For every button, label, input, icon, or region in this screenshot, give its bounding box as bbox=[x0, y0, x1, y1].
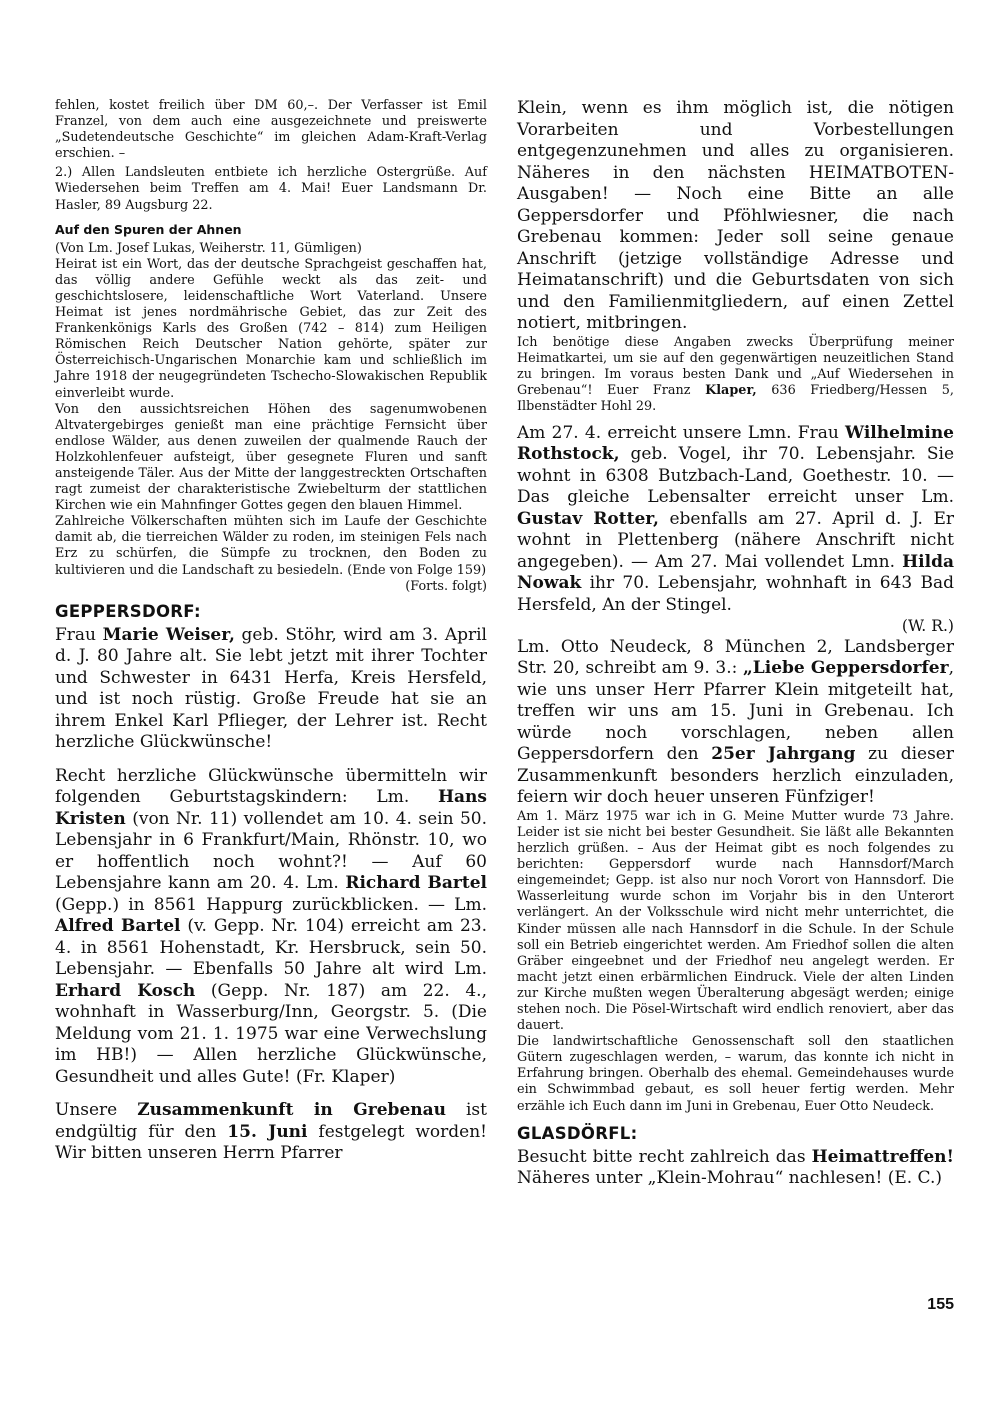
continuation-note: (Forts. folgt) bbox=[405, 578, 487, 594]
article-title: Auf den Spuren der Ahnen bbox=[55, 221, 242, 237]
birthday-paragraph: Recht herzliche Glückwünsche übermitteln wir folgenden Geburtstagskindern: Lm. Hans Kristen (von Nr. 11) vollendet am 10. 4. sein 50. Lebensjahr in 6 Frankfurt/Main, Rhönstr. 10, wo er hoffentlich noch wohnt?! — Auf 60 Lebensjahre kann am 20. 4. Lm. Richard Bartel (Gepp.) in 8561 Happurg zurückblicken. — Lm. Alfred Bartel (v. Gepp. Nr. 104) erreicht am 23. 4. in 8561 Hohenstadt, Kr. Hersbruck, sein 50. Lebensjahr. — Ebenfalls 50 Jahre alt wird Lm. Erhard Kosch (Gepp. Nr. 187) am 22. 4., wohnhaft in Wasserburg/Inn, Georgstr. 5. (Die Meldung vom 21. 1. 1975 war eine Verwechslung im HB!) — Allen herzliche Glückwünsche, Gesundheit und alles Gute! (Fr. Klaper) bbox=[55, 765, 487, 1087]
person-name: Gustav Rotter, bbox=[517, 508, 659, 529]
author-initials: (W. R.) bbox=[901, 617, 954, 636]
left-column bbox=[55, 98, 487, 1165]
person-name: Richard Bartel bbox=[345, 873, 487, 894]
article-author: (Von Lm. Josef Lukas, Weiherstr. 11, Gümligen) bbox=[55, 240, 362, 256]
person-name: Hans Kristen bbox=[55, 787, 487, 829]
person-name: Erhard Kosch bbox=[55, 980, 196, 1001]
person-name: Hilda Nowak bbox=[517, 551, 954, 594]
section-heading-glasdoerfl: GLASDÖRFL: bbox=[517, 1123, 638, 1143]
person-name: Alfred Bartel bbox=[55, 916, 181, 937]
meeting-paragraph: Unsere Zusammenkunft in Grebenau ist endgültig für den 15. Juni festgelegt worden! Wir bitten unseren Herrn Pfarrer bbox=[55, 1100, 488, 1164]
intro-paragraph: fehlen, kostet freilich über DM 60,–. Der Verfasser ist Emil Franzel, von dem auch eine ausgezeichnete und preiswerte „Sudetendeutsche Geschichte“ im gleichen Adam-Kraft-Verlag erschien. – bbox=[55, 98, 487, 162]
page-number: 155 bbox=[927, 1296, 954, 1313]
letter-report-paragraph: Die landwirtschaftliche Genossenschaft soll den staatlichen Gütern zugeschlagen werden, – warum, das konnte ich nicht in Erfahrung bringen. Oberhalb des ehemal. Gemeindehauses wurde ein Schwimmbad gebaut, es soll heuer fertig werden. Mehr erzähle ich Euch dann im Juni in Grebenau, Euer Otto Neudeck. bbox=[517, 1034, 954, 1114]
section-heading-geppersdorf: GEPPERSDORF: bbox=[55, 601, 201, 621]
right-column bbox=[517, 98, 954, 1190]
article-paragraph: Von den aussichtsreichen Höhen des sagenumwobenen Altvatergebirges genießt man eine prächtige Fernsicht über endlose Wälder, aus denen zuweilen der qualmende Rauch der Holzkohlenfeuer aufsteigt, über gesegnete Fluren und sanft ansteigende Täler. Aus der Mitte der langgestreckten Ortschaften ragt zumeist der charakteristische Zwiebelturm der stattlichen Kirchen wie ein Mahnfinger Gottes gegen den blauen Himmel. bbox=[55, 401, 487, 514]
letter-paragraph: Lm. Otto Neudeck, 8 München 2, Landsberger Str. 20, schreibt am 9. 3.: „Liebe Geppersdorfer, wie uns unser Herr Pfarrer Klein mitgeteilt hat, treffen wir uns am 15. Juni in Grebenau. Ich würde noch vorschlagen, neben allen Geppersdorfern den 25er Jahrgang zu dieser Zusammenkunft besonders herzlich einzuladen, feiern wir doch heuer unseren Fünfziger! bbox=[517, 636, 954, 808]
glasdoerfl-paragraph: Besucht bitte recht zahlreich das Heimattreffen! Näheres unter „Klein-Mohrau“ nachlesen! (E. C.) bbox=[517, 1146, 954, 1189]
notice-paragraph: Ich benötige diese Angaben zwecks Überprüfung meiner Heimatkartei, um sie auf den gegenwärtigen neuzeitlichen Stand zu bringen. Im voraus besten Dank und „Auf Wiedersehen in Grebenau“! Euer Franz Klaper, 636 Friedberg/Hessen 5, Ilbenstädter Hohl 29. bbox=[517, 334, 954, 414]
article-paragraph: Zahlreiche Völkerschaften mühten sich im Laufe der Geschichte damit ab, die tierreichen Wälder zu roden, im steinigen Fels nach Erz zu schürfen, die Sümpfe zu trocknen, den Boden zu kultivieren und die Landschaft zu besiedeln. (Ende von Folge 159) bbox=[55, 514, 487, 578]
person-name: Marie Weiser, bbox=[102, 624, 235, 645]
article-paragraph: Heirat ist ein Wort, das der deutsche Sprachgeist geschaffen hat, das völlig andere Gefühle weckt als das zeit- und geschichtslosere, leidenschaftliche Wort Vaterland. Unsere Heimat ist jenes nordmährische Gebiet, das zur Zeit des Frankenkönigs Karls des Großen (742 – 814) zum Heiligen Römischen Reich Deutscher Nation gehörte, später zur Österreichisch-Ungarischen Monarchie kam und schließlich im Jahre 1918 der neugegründeten Tschecho-Slowakischen Republik einverleibt wurde. bbox=[55, 256, 487, 401]
person-name: Wilhelmine Rothstock, bbox=[517, 422, 954, 465]
birthday-paragraph: Am 27. 4. erreicht unsere Lmn. Frau Wilhelmine Rothstock, geb. Vogel, ihr 70. Lebensjahr. Sie wohnt in 6308 Butzbach-Land, Goethestr. 10. — Das gleiche Lebensalter erreicht unser Lm. Gustav Rotter, ebenfalls am 27. April d. J. Er wohnt in Plettenberg (nähere Anschrift nicht angegeben). — Am 27. Mai vollendet Lmn. Hilda Nowak ihr 70. Lebensjahr, wohnhaft in 643 Bad Hersfeld, An der Stingel. bbox=[517, 422, 954, 615]
birthday-paragraph: Frau Marie Weiser, geb. Stöhr, wird am 3. April d. J. 80 Jahre alt. Sie lebt jetzt mit ihrer Tochter und Schwester in 6431 Herfa, Kreis Hersfeld, und ist noch rüstig. Große Freude hat sie an ihrem Enkel Karl Pflieger, der Lehrer ist. Recht herzliche Glückwünsche! bbox=[55, 624, 487, 753]
greeting-paragraph: 2.) Allen Landsleuten entbiete ich herzliche Ostergrüße. Auf Wiedersehen beim Treffen am 4. Mai! Euer Landsmann Dr. Hasler, 89 Augsburg 22. bbox=[55, 165, 487, 213]
meeting-continuation: Klein, wenn es ihm möglich ist, die nötigen Vorarbeiten und Vorbestellungen entgegenzunehmen und alles zu organisieren. Näheres in den nächsten HEIMATBOTEN-Ausgaben! — Noch eine Bitte an alle Geppersdorfer und Pföhlwiesner, die nach Grebenau kommen: Jeder soll seine genaue Anschrift (jetzige vollständige Adresse und Heimatanschrift) und die Geburtsdaten von sich und den Familienmitgliedern, auf einen Zettel notiert, mitbringen. bbox=[517, 98, 954, 333]
letter-report-paragraph: Am 1. März 1975 war ich in G. Meine Mutter wurde 73 Jahre. Leider ist sie nicht bei bester Gesundheit. Sie läßt alle Bekannten herzlich grüßen. – Aus der Heimat gibt es noch folgendes zu berichten: Geppersdorf wurde nach Hannsdorf/March eingemeindet; Gepp. ist also nur noch Vorort von Hannsdorf. Die Wasserleitung wurde schon im Vorjahr bis in den Unterort verlängert. An der Volksschule wird nicht mehr unterrichtet, die Kinder müssen alle nach Hannsdorf in die Schule. In der Schule soll ein Betrieb eingerichtet werden. Am Friedhof sollen die alten Gräber eingeebnet und der Friedhof neu angelegt werden. Er macht jetzt einen erbärmlichen Eindruck. Viele der alten Linden zur Kirche mußten wegen Überalterung abgesägt werden; einige stehen noch. Die Pösel-Wirtschaft wird endlich renoviert, aber das dauert. bbox=[517, 808, 954, 1034]
